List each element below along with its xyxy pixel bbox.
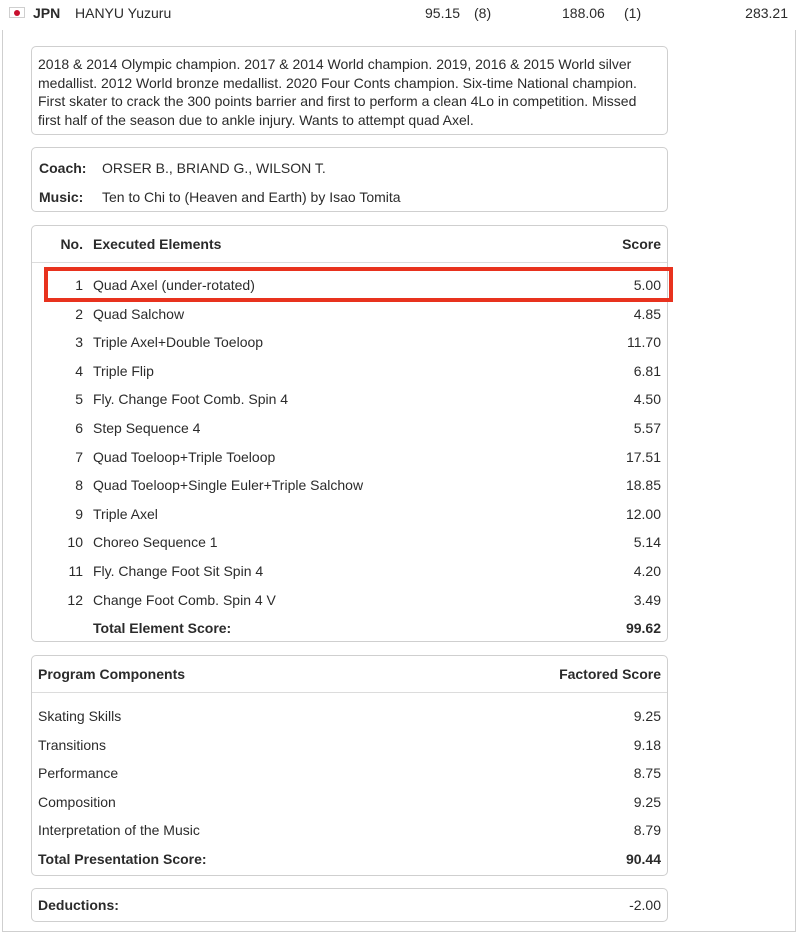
element-row[interactable] xyxy=(32,363,667,383)
header-divider xyxy=(32,262,667,263)
element-score: 5.57 xyxy=(633,420,661,436)
col-element-header: Executed Elements xyxy=(93,236,222,252)
element-number: 6 xyxy=(75,420,83,436)
deductions-panel xyxy=(31,888,668,922)
component-score: 9.25 xyxy=(633,708,661,724)
element-row[interactable] xyxy=(32,506,667,526)
element-score: 4.50 xyxy=(633,391,661,408)
element-row[interactable] xyxy=(32,534,667,554)
element-score: 6.81 xyxy=(633,362,661,379)
total-presentation-score: 90.44 xyxy=(625,851,661,867)
component-score: 9.18 xyxy=(633,736,661,753)
component-name: Composition xyxy=(38,793,116,810)
element-name: Quad Axel (under-rotated) xyxy=(93,277,255,293)
component-name: Skating Skills xyxy=(38,708,122,724)
coach-music-panel xyxy=(31,147,668,212)
element-score: 12.00 xyxy=(625,505,661,522)
elements-header-row xyxy=(32,236,667,256)
total-element-score: 99.62 xyxy=(625,620,661,636)
short-program-score: 95.15 xyxy=(425,5,461,21)
element-row[interactable] xyxy=(32,306,667,326)
free-skate-score: 188.06 xyxy=(562,5,605,21)
element-name: Triple Flip xyxy=(93,362,154,379)
components-header-row xyxy=(32,666,667,686)
element-row[interactable] xyxy=(32,420,667,440)
component-name: Performance xyxy=(38,765,119,782)
nation-code: JPN xyxy=(33,5,61,21)
element-number: 10 xyxy=(67,534,83,551)
element-name: Fly. Change Foot Sit Spin 4 xyxy=(93,563,264,579)
element-row[interactable] xyxy=(32,592,667,612)
deductions-value: -2.00 xyxy=(629,897,661,913)
component-row[interactable] xyxy=(32,737,667,757)
element-name: Choreo Sequence 1 xyxy=(93,534,218,551)
element-number: 1 xyxy=(75,277,83,293)
col-component-header: Program Components xyxy=(38,666,186,682)
element-number: 12 xyxy=(67,591,83,608)
element-name: Change Foot Comb. Spin 4 V xyxy=(93,591,276,608)
element-row[interactable] xyxy=(32,391,667,411)
component-row[interactable] xyxy=(32,765,667,785)
components-total-row xyxy=(32,851,667,871)
element-name: Fly. Change Foot Comb. Spin 4 xyxy=(93,391,289,408)
component-name: Interpretation of the Music xyxy=(38,822,200,839)
component-row[interactable] xyxy=(32,708,667,728)
element-number: 7 xyxy=(75,448,83,465)
col-factored-header: Factored Score xyxy=(559,666,661,682)
total-score: 283.21 xyxy=(745,5,788,21)
element-score: 5.00 xyxy=(633,277,661,293)
component-row[interactable] xyxy=(32,794,667,814)
element-number: 8 xyxy=(75,477,83,494)
japan-flag-icon xyxy=(9,7,25,18)
deductions-row xyxy=(32,897,667,917)
element-score: 4.85 xyxy=(633,305,661,322)
element-score: 18.85 xyxy=(625,477,661,494)
element-number: 4 xyxy=(75,362,83,379)
element-row[interactable] xyxy=(32,563,667,583)
element-name: Quad Toeloop+Single Euler+Triple Salchow xyxy=(93,477,364,494)
col-score-header: Score xyxy=(622,236,661,252)
total-presentation-label: Total Presentation Score: xyxy=(38,851,207,867)
element-score: 4.20 xyxy=(633,563,661,579)
element-name: Step Sequence 4 xyxy=(93,420,201,436)
music-label: Music: xyxy=(39,189,84,205)
elements-total-row xyxy=(32,620,667,640)
component-score: 8.75 xyxy=(633,765,661,782)
deductions-label: Deductions: xyxy=(38,897,119,913)
element-number: 3 xyxy=(75,334,83,351)
element-name: Triple Axel+Double Toeloop xyxy=(93,334,264,351)
coach-value: ORSER B., BRIAND G., WILSON T. xyxy=(102,160,326,176)
element-row[interactable] xyxy=(32,449,667,469)
element-row[interactable] xyxy=(32,477,667,497)
total-element-label: Total Element Score: xyxy=(93,620,232,636)
element-score: 17.51 xyxy=(625,448,661,465)
component-score: 8.79 xyxy=(633,822,661,839)
skater-header-row[interactable] xyxy=(0,0,800,28)
element-name: Quad Toeloop+Triple Toeloop xyxy=(93,448,276,465)
component-row[interactable] xyxy=(32,822,667,842)
skater-name: HANYU Yuzuru xyxy=(75,5,172,21)
free-skate-rank: (1) xyxy=(624,5,642,21)
element-row[interactable] xyxy=(32,334,667,354)
element-score: 3.49 xyxy=(633,591,661,608)
element-number: 5 xyxy=(75,391,83,408)
element-number: 9 xyxy=(75,505,83,522)
element-score: 5.14 xyxy=(633,534,661,551)
short-program-rank: (8) xyxy=(474,5,492,21)
element-score: 11.70 xyxy=(627,334,661,351)
element-row[interactable] xyxy=(32,277,667,297)
element-number: 2 xyxy=(75,305,83,322)
components-divider xyxy=(32,692,667,693)
element-number: 11 xyxy=(68,563,83,579)
col-no-header: No. xyxy=(60,236,83,252)
component-score: 9.25 xyxy=(633,793,661,810)
skater-bio: 2018 & 2014 Olympic champion. 2017 & 2014 World champion. 2019, 2016 & 2015 World silver medallist. 2012 World bronze medallist. 2020 Four Conts champion. Six-time National champion. First skater to crack the 300 points barrier and first to perform a clean 4Lo in competition. Missed first half of the season due to ankle injury. Wants to attempt quad Axel. xyxy=(31,46,668,135)
coach-label: Coach: xyxy=(39,160,87,176)
element-name: Quad Salchow xyxy=(93,305,185,322)
music-value: Ten to Chi to (Heaven and Earth) by Isao Tomita xyxy=(102,189,401,205)
component-name: Transitions xyxy=(38,736,106,753)
executed-elements-table xyxy=(31,225,668,642)
program-components-table xyxy=(31,655,668,876)
element-name: Triple Axel xyxy=(93,505,158,522)
